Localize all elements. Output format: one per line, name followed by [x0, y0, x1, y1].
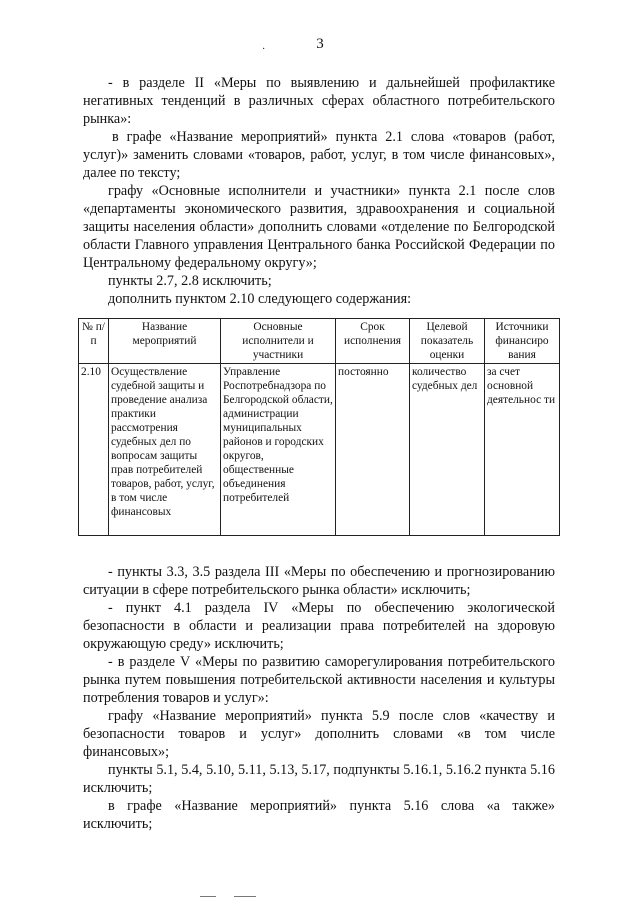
paragraph-section-5-intro: - в разделе V «Меры по развитию саморегулирования потребительского рынка путем повышения потребительской активности населения и культуры потребления товаров и услуг»: — [83, 654, 555, 706]
paragraph-item-2-1-title: в графе «Название мероприятий» пункта 2.1 слова «товаров (работ, услуг)» заменить словами «товаров, работ, услуг, в том числе финансовых», далее по тексту; — [83, 129, 555, 181]
header-executors: Основные исполнители и участники — [221, 319, 336, 364]
paragraph-section-3: - пункты 3.3, 3.5 раздела III «Меры по обеспечению и прогнозированию ситуации в сфере потребительского рынка области» исключить; — [83, 564, 555, 598]
paragraph-items-2-7-2-8: пункты 2.7, 2.8 исключить; — [108, 273, 272, 289]
cell-target-indicator: количество судебных дел — [410, 364, 485, 536]
table-row — [79, 364, 560, 536]
intro-section — [83, 74, 555, 308]
cell-deadline: постоянно — [336, 364, 410, 536]
header-number: № п/п — [79, 319, 109, 364]
table-header-row — [79, 319, 560, 364]
cell-number: 2.10 — [79, 364, 109, 536]
cell-measure-name: Осуществление судебной защиты и проведение анализа практики рассмотрения судебных дел по вопросам защиты прав потребителей товаров, работ, услуг, в том числе финансовых — [109, 364, 221, 536]
header-target-indicator: Целевой показатель оценки — [410, 319, 485, 364]
bottom-scan-mark — [234, 896, 256, 897]
header-deadline: Срок исполнения — [336, 319, 410, 364]
page-number: 3 — [316, 36, 324, 52]
paragraph-section-2-intro: - в разделе II «Меры по выявлению и дальнейшей профилактике негативных тенденций в различных сферах областного потребительского рынка»: — [83, 75, 555, 127]
stray-mark: · — [262, 44, 266, 55]
paragraph-item-2-1-executors: графу «Основные исполнители и участники» пункта 2.1 после слов «департаменты экономического развития, здравоохранения и социальной защиты населения области» дополнить словами «отделение по Белгородской области Главного управления Центрального банка Российской Федерации по Центральному федеральному округу»; — [83, 183, 555, 271]
paragraph-item-5-16: в графе «Название мероприятий» пункта 5.16 слова «а также» исключить; — [83, 798, 555, 832]
measures-table — [78, 318, 560, 536]
after-table-section — [83, 563, 555, 833]
paragraph-items-5-exclude: пункты 5.1, 5.4, 5.10, 5.11, 5.13, 5.17, подпункты 5.16.1, 5.16.2 пункта 5.16 исключить; — [83, 762, 555, 796]
header-funding-sources: Источники финансиро вания — [485, 319, 560, 364]
bottom-scan-mark — [200, 896, 216, 897]
header-measure-name: Название мероприятий — [109, 319, 221, 364]
cell-funding-source: за счет основной деятельнос ти — [485, 364, 560, 536]
paragraph-item-5-9: графу «Название мероприятий» пункта 5.9 после слов «качеству и безопасности товаров и услуг» дополнить словами «в том числе финансовых»; — [83, 708, 555, 760]
paragraph-section-4: - пункт 4.1 раздела IV «Меры по обеспечению экологической безопасности в области и реализации права потребителей на здоровую окружающую среду» исключить; — [83, 600, 555, 652]
paragraph-add-2-10: дополнить пунктом 2.10 следующего содержания: — [108, 291, 412, 307]
cell-executors: Управление Роспотребнадзора по Белгородской области, администрации муниципальных районов и городских округов, общественные объединения потребителей — [221, 364, 336, 536]
